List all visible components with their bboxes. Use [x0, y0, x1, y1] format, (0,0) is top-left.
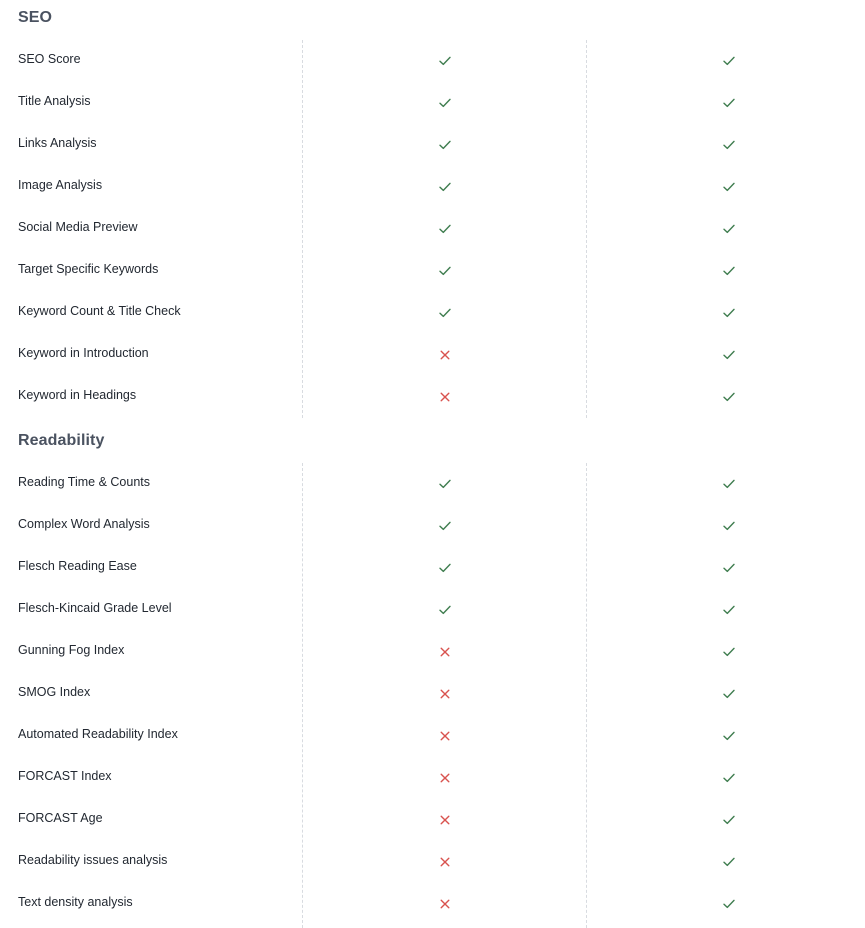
feature-row	[0, 631, 865, 673]
feature-row	[0, 715, 865, 757]
feature-label: Links Analysis	[18, 136, 97, 150]
seo-feature-list	[0, 40, 865, 418]
check-icon	[430, 505, 460, 547]
feature-label: Keyword in Introduction	[18, 346, 149, 360]
check-icon	[714, 715, 744, 757]
check-icon	[430, 292, 460, 334]
feature-label: Flesch Reading Ease	[18, 559, 137, 573]
feature-label: SEO Score	[18, 52, 81, 66]
feature-row	[0, 463, 865, 505]
cross-icon	[430, 631, 460, 673]
feature-row	[0, 40, 865, 82]
check-icon	[714, 757, 744, 799]
cross-icon	[430, 883, 460, 925]
feature-row	[0, 589, 865, 631]
check-icon	[714, 82, 744, 124]
feature-label: Readability issues analysis	[18, 853, 168, 867]
check-icon	[714, 250, 744, 292]
check-icon	[714, 505, 744, 547]
check-icon	[714, 124, 744, 166]
cross-icon	[430, 799, 460, 841]
feature-label: Flesch-Kincaid Grade Level	[18, 601, 172, 615]
feature-row	[0, 547, 865, 589]
feature-row	[0, 883, 865, 925]
check-icon	[714, 208, 744, 250]
feature-label: Reading Time & Counts	[18, 475, 151, 489]
check-icon	[714, 673, 744, 715]
cross-icon	[430, 334, 460, 376]
feature-label: FORCAST Age	[18, 811, 103, 825]
check-icon	[430, 124, 460, 166]
feature-row	[0, 334, 865, 376]
feature-row	[0, 799, 865, 841]
check-icon	[430, 166, 460, 208]
check-icon	[714, 166, 744, 208]
feature-label: Automated Readability Index	[18, 727, 178, 741]
check-icon	[714, 841, 744, 883]
feature-label: SMOG Index	[18, 685, 91, 699]
cross-icon	[430, 757, 460, 799]
feature-row	[0, 841, 865, 883]
feature-label: Title Analysis	[18, 94, 91, 108]
feature-label: Keyword in Headings	[18, 388, 137, 402]
feature-label: FORCAST Index	[18, 769, 112, 783]
check-icon	[714, 334, 744, 376]
cross-icon	[430, 715, 460, 757]
feature-label: Gunning Fog Index	[18, 643, 125, 657]
feature-row	[0, 124, 865, 166]
readability-feature-list	[0, 463, 865, 925]
feature-row	[0, 292, 865, 334]
feature-row	[0, 166, 865, 208]
feature-row	[0, 208, 865, 250]
check-icon	[430, 208, 460, 250]
feature-label: Text density analysis	[18, 895, 133, 909]
check-icon	[714, 631, 744, 673]
check-icon	[430, 40, 460, 82]
cross-icon	[430, 841, 460, 883]
feature-row	[0, 250, 865, 292]
check-icon	[714, 292, 744, 334]
feature-label: Keyword Count & Title Check	[18, 304, 181, 318]
feature-label: Target Specific Keywords	[18, 262, 159, 276]
check-icon	[714, 547, 744, 589]
cross-icon	[430, 376, 460, 418]
check-icon	[430, 463, 460, 505]
section-title-seo: SEO	[18, 9, 53, 26]
section-title-readability: Readability	[18, 432, 105, 449]
check-icon	[430, 250, 460, 292]
check-icon	[714, 463, 744, 505]
feature-row	[0, 673, 865, 715]
feature-row	[0, 376, 865, 418]
feature-label: Complex Word Analysis	[18, 517, 150, 531]
feature-row	[0, 82, 865, 124]
check-icon	[430, 82, 460, 124]
check-icon	[430, 547, 460, 589]
cross-icon	[430, 673, 460, 715]
check-icon	[430, 589, 460, 631]
check-icon	[714, 799, 744, 841]
check-icon	[714, 589, 744, 631]
feature-label: Social Media Preview	[18, 220, 138, 234]
check-icon	[714, 376, 744, 418]
check-icon	[714, 883, 744, 925]
feature-row	[0, 505, 865, 547]
feature-label: Image Analysis	[18, 178, 103, 192]
check-icon	[714, 40, 744, 82]
feature-row	[0, 757, 865, 799]
